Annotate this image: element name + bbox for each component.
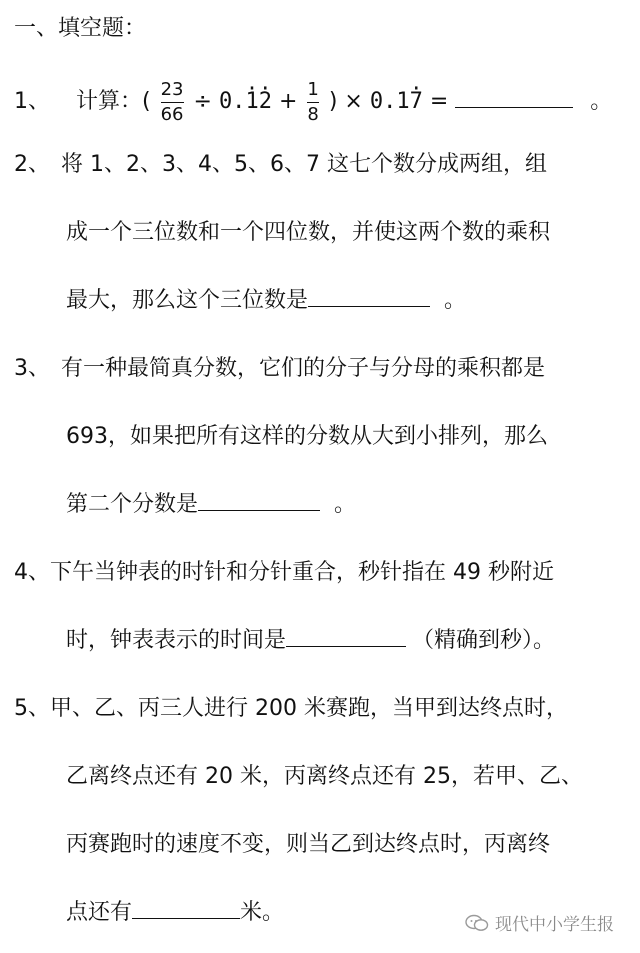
q1-prefix: 计算：( bbox=[76, 89, 151, 114]
wechat-icon bbox=[465, 914, 489, 932]
q5-line-4-text: 点还有 bbox=[66, 900, 133, 925]
q2-line-3 bbox=[66, 286, 466, 316]
plus-sign: + bbox=[278, 89, 298, 114]
q1-end: 。 bbox=[590, 89, 613, 114]
q1-number: 1、 bbox=[14, 89, 50, 114]
q3-line-2: 693，如果把所有这样的分数从大到小排列，那么 bbox=[66, 424, 548, 449]
fraction-numerator: 1 bbox=[307, 78, 319, 100]
fraction-1-8 bbox=[307, 79, 318, 126]
answer-blank-5[interactable] bbox=[132, 917, 240, 919]
decimal-integer-part: 0.1 bbox=[369, 89, 410, 114]
repeat-digit: · 2 bbox=[259, 78, 272, 126]
answer-blank-4[interactable] bbox=[286, 645, 406, 647]
answer-blank-2[interactable] bbox=[308, 305, 430, 307]
watermark bbox=[465, 910, 614, 935]
q4-line-1: 4、下午当钟表的时针和分针重合，秒针指在 49 秒附近 bbox=[14, 560, 554, 585]
repeating-decimal-1 bbox=[219, 89, 272, 114]
repeat-digit: · 1 bbox=[245, 78, 258, 126]
repeat-digit: · 7 bbox=[410, 78, 423, 126]
divide-sign: ÷ bbox=[193, 89, 212, 114]
q4-end: （精确到秒）。 bbox=[412, 628, 556, 653]
q2-line-3-text: 最大，那么这个三位数是 bbox=[66, 288, 309, 313]
fraction-bar bbox=[161, 102, 184, 103]
q2-line-2: 成一个三位数和一个四位数，并使这两个数的乘积 bbox=[66, 220, 551, 245]
q2-line-1: 2、 将 1、2、3、4、5、6、7 这七个数分成两组，组 bbox=[14, 152, 547, 177]
q3-line-3 bbox=[66, 490, 356, 520]
fraction-23-66 bbox=[161, 79, 184, 126]
q3-end: 。 bbox=[334, 492, 357, 517]
times-sign: × bbox=[344, 89, 363, 114]
q3-line-1: 3、 有一种最简真分数，它们的分子与分母的乘积都是 bbox=[14, 356, 545, 381]
section-title: 一、填空题： bbox=[14, 16, 147, 41]
q4-line-2 bbox=[66, 626, 555, 656]
q5-line-1: 5、甲、乙、丙三人进行 200 米赛跑，当甲到达终点时， bbox=[14, 696, 568, 721]
fraction-denominator: 8 bbox=[307, 103, 319, 125]
equals-sign: = bbox=[429, 89, 449, 114]
close-paren: ) bbox=[328, 89, 338, 114]
q5-line-3: 丙赛跑时的速度不变，则当乙到达终点时，丙离终 bbox=[66, 832, 551, 857]
fraction-bar bbox=[307, 102, 318, 103]
question-1 bbox=[14, 78, 612, 126]
q5-line-4 bbox=[66, 898, 284, 928]
fraction-numerator: 23 bbox=[160, 78, 184, 100]
decimal-integer-part: 0. bbox=[218, 89, 246, 114]
answer-blank-3[interactable] bbox=[198, 509, 320, 511]
watermark-text: 现代中小学生报 bbox=[495, 915, 614, 935]
q4-line-2-text: 时，钟表表示的时间是 bbox=[66, 628, 287, 653]
repeating-decimal-2 bbox=[370, 89, 423, 114]
q2-end: 。 bbox=[444, 288, 467, 313]
q5-line-2: 乙离终点还有 20 米，丙离终点还有 25，若甲、乙、 bbox=[66, 764, 583, 789]
q3-line-3-text: 第二个分数是 bbox=[66, 492, 199, 517]
answer-blank-1[interactable] bbox=[455, 106, 573, 108]
fraction-denominator: 66 bbox=[160, 103, 184, 125]
q5-end: 米。 bbox=[240, 900, 285, 925]
